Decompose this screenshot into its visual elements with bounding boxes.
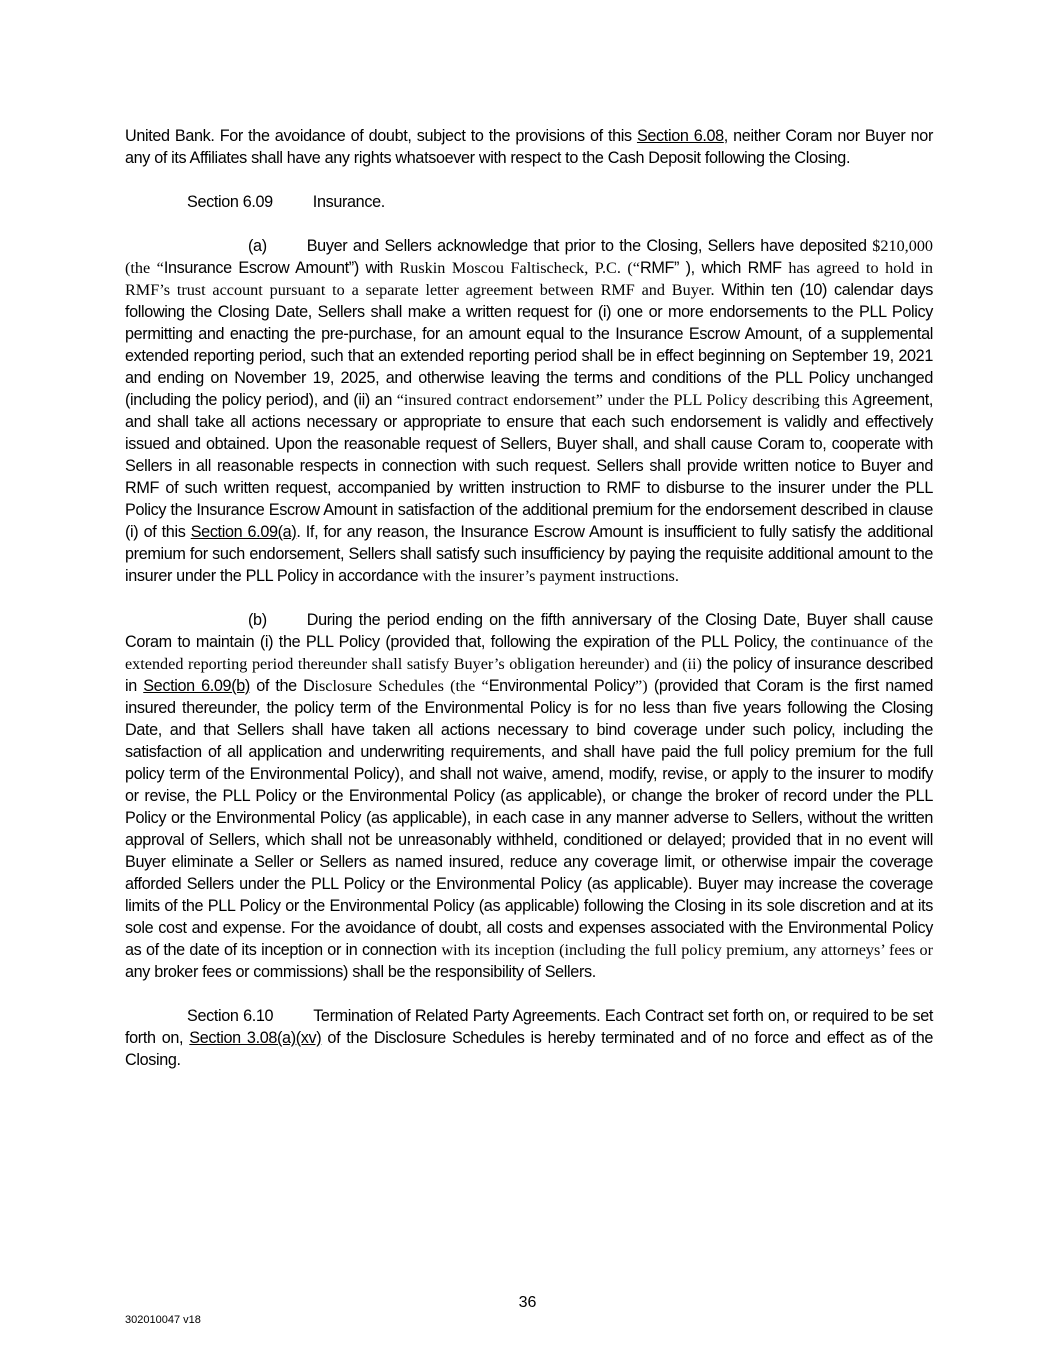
section-6-10-paragraph xyxy=(125,1005,933,1071)
clause-a-text-4: Ruskin Moscou Faltischeck, P.C. (“ xyxy=(399,259,640,277)
section-6-10-text-1: Each Contract set forth on, or required to be set forth on, xyxy=(125,1007,934,1047)
document-id: 302010047 v18 xyxy=(125,1314,201,1326)
clause-a-text-8: “insured contract endorsement” under the PLL Policy describing this A xyxy=(396,391,864,409)
clause-a-text-9: greement, and shall take all actions necessary or appropriate to ensure that each such endorsement is validly and effectively issued and obtained. Upon the reasonable request of Sellers, Buyer shall, and shall cause Coram to, cooperate with Sellers in all reasonable respects in connection with such request. Sellers shall provide written notice to Buyer and RMF of such written request, accompanied by written instruction to RMF to disburse to the insurer under the PLL Policy the Insurance Escrow Amount in satisfaction of the additional premium for the endorsement described in clause (i) of this xyxy=(125,391,934,541)
clause-a-text-5: RMF” ), which RMF xyxy=(639,259,789,277)
carryover-paragraph xyxy=(125,125,933,169)
clause-a-text-10: . If, for any reason, the Insurance Escrow Amount is insufficient to fully satisfy the additional premium for such endorsement, Sellers shall satisfy such insufficiency by paying the requisite additional amount to the insurer under the PLL Policy in accordance xyxy=(125,523,933,585)
clause-a-text-6: has agreed to hold in RMF’s trust account pursuant to a separate letter agreement between RMF and Buyer. xyxy=(125,259,934,299)
clause-a-label: (a) xyxy=(248,237,267,255)
section-6-10-text-2: of the Disclosure Schedules is hereby terminated and of no force and effect as of the Closing. xyxy=(125,1029,933,1069)
section-3-08-reference: Section 3.08(a)(xv) xyxy=(189,1029,322,1047)
page-number: 36 xyxy=(518,1294,537,1311)
carryover-text-1: United Bank. For the avoidance of doubt, subject to the provisions of this xyxy=(125,127,637,145)
section-6-09-heading xyxy=(125,191,933,213)
clause-b-text-3: the policy of insurance described in xyxy=(125,655,933,695)
clause-b-text-1: During the period ending on the fifth anniversary of the Closing Date, Buyer shall cause Coram to maintain (i) the PLL Policy (provided that, following the expiration of the PLL Policy, the xyxy=(125,611,933,651)
clause-b-text-8: (provided that Coram is the first named insured thereunder, the policy term of the Environmental Policy is for no less than five years following the Closing Date, and that Sellers shall have taken all actions necessary to bind coverage under such policy, including the satisfaction of all application and underwriting requirements, and shall have paid the full policy premium for the full policy term of the Environmental Policy), and shall not waive, amend, modify, revise, or apply to the insurer to modify or revise, the PLL Policy or the Environmental Policy (as applicable), or change the broker of record under the PLL Policy or the Environmental Policy (as applicable), in each case in any manner adverse to Sellers, without the written approval of Sellers, which shall not be unreasonably withheld, conditioned or delayed; provided that in no event will Buyer eliminate a Seller or Sellers as named insured, reduce any coverage limit, or otherwise impair the coverage afforded Sellers under the PLL Policy or the Environmental Policy (as applicable). Buyer may increase the coverage limits of the PLL Policy or the Environmental Policy (as applicable) following the Closing in its sole discretion and at its sole cost and expense. For the avoidance of doubt, all costs and expenses associated with the Environmental Policy as of the date of its inception or in connection xyxy=(125,677,934,959)
clause-b-paragraph xyxy=(125,609,933,983)
clause-a-text-1: Buyer and Sellers acknowledge that prior to the Closing, Sellers have deposited xyxy=(306,237,873,255)
clause-b-text-4: of the D xyxy=(249,677,315,695)
clause-b-text-6: Environmental Policy xyxy=(488,677,636,695)
section-6-10-title: Termination of Related Party Agreements. xyxy=(313,1007,601,1025)
section-6-10-number: Section 6.10 xyxy=(187,1007,274,1025)
clause-b-label: (b) xyxy=(248,611,267,629)
clause-a-text-2: $210,000 (the “ xyxy=(125,237,933,277)
clause-a-paragraph xyxy=(125,235,933,587)
section-6-09-number: Section 6.09 xyxy=(187,193,273,211)
clause-a-text-11: with the insurer’s payment instructions. xyxy=(422,567,679,585)
clause-b-text-9: with its inception (including the full policy premium, any attorneys’ fees or xyxy=(441,941,933,959)
clause-b-text-7: ”) xyxy=(635,677,654,695)
section-6-09a-reference: Section 6.09(a) xyxy=(190,523,297,541)
clause-b-text-5: isclosure Schedules (the “ xyxy=(314,677,489,695)
clause-a-text-3: Insurance Escrow Amount”) with xyxy=(163,259,400,277)
clause-b-text-10: any broker fees or commissions) shall be the responsibility of Sellers. xyxy=(125,963,596,981)
carryover-text-2: , neither Coram nor Buyer nor any of its Affiliates shall have any rights whatsoever with respect to the Cash Deposit following the Closing. xyxy=(125,127,934,167)
document-page xyxy=(125,125,933,1093)
section-6-09-title: Insurance. xyxy=(312,193,385,211)
section-6-08-reference: Section 6.08 xyxy=(636,127,724,145)
clause-b-text-2: continuance of the extended reporting period thereunder shall satisfy Buyer’s obligation hereunder) and (ii) xyxy=(125,633,934,673)
section-6-09b-reference: Section 6.09(b) xyxy=(143,677,250,695)
clause-a-text-7: Within ten (10) calendar days following the Closing Date, Sellers shall make a written request for (i) one or more endorsements to the PLL Policy permitting and enacting the pre-purchase, for an amount equal to the Insurance Escrow Amount, of a supplemental extended reporting period, such that an extended reporting period shall be in effect beginning on September 19, 2021 and ending on November 19, 2025, and otherwise leaving the terms and conditions of the PLL Policy unchanged (including the policy period), and (ii) an xyxy=(125,281,933,409)
